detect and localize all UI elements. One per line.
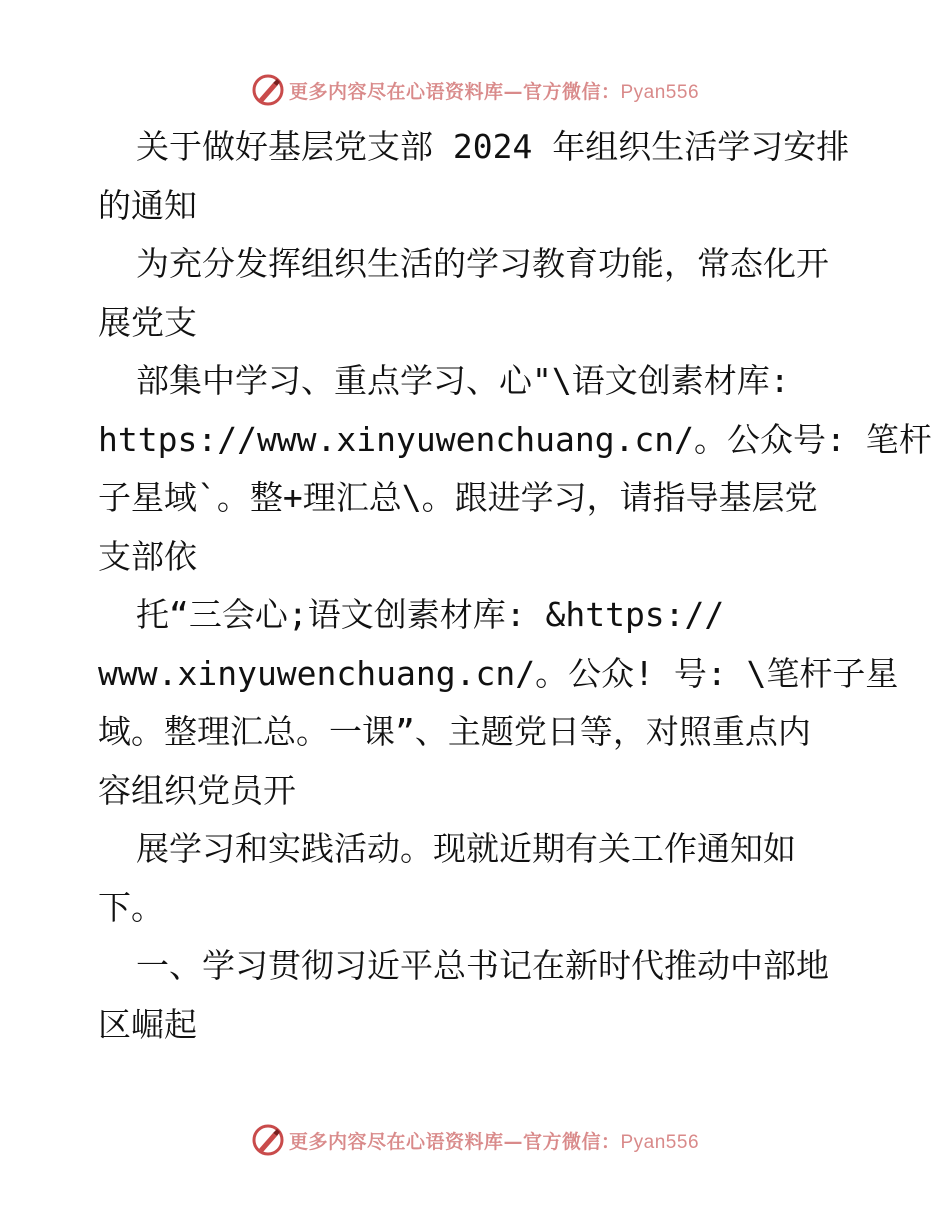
text-line: 为充分发挥组织生活的学习教育功能，常态化开 [136, 244, 829, 283]
text-line: https://www.xinyuwenchuang.cn/。公众号: 笔杆 [98, 419, 932, 459]
text-line: 展学习和实践活动。现就近期有关工作通知如 [136, 829, 796, 868]
watermark-text: 更多内容尽在心语资料库—官方微信：Pyan556 [288, 1130, 700, 1153]
text-line: 子星域`。整+理汇总\。跟进学习，请指导基层党 [98, 478, 818, 517]
text-line: 支部依 [98, 536, 197, 576]
text-line: 一、学习贯彻习近平总书记在新时代推动中部地 [136, 946, 829, 985]
text-line: 区崛起 [98, 1004, 197, 1044]
text-line: 域。整理汇总。一课”、主题党日等，对照重点内 [98, 712, 811, 751]
watermark-banner-bottom [0, 1120, 950, 1160]
document-body [98, 118, 932, 1054]
pen-logo-icon [251, 1123, 285, 1157]
text-line: 部集中学习、重点学习、心"\语文创素材库: [136, 361, 790, 400]
text-line: 容组织党员开 [98, 770, 296, 810]
text-line: 关于做好基层党支部 2024 年组织生活学习安排 [136, 127, 850, 166]
text-line: 下。 [98, 887, 164, 927]
text-line: 的通知 [98, 185, 197, 225]
text-line: 托“三会心;语文创素材库: &https:// [136, 595, 725, 634]
watermark-text: 更多内容尽在心语资料库—官方微信：Pyan556 [288, 80, 700, 103]
text-line: www.xinyuwenchuang.cn/。公众! 号: \笔杆子星 [98, 653, 899, 693]
pen-logo-icon [251, 73, 285, 107]
text-line: 展党支 [98, 302, 197, 342]
watermark-banner-top [0, 70, 950, 110]
